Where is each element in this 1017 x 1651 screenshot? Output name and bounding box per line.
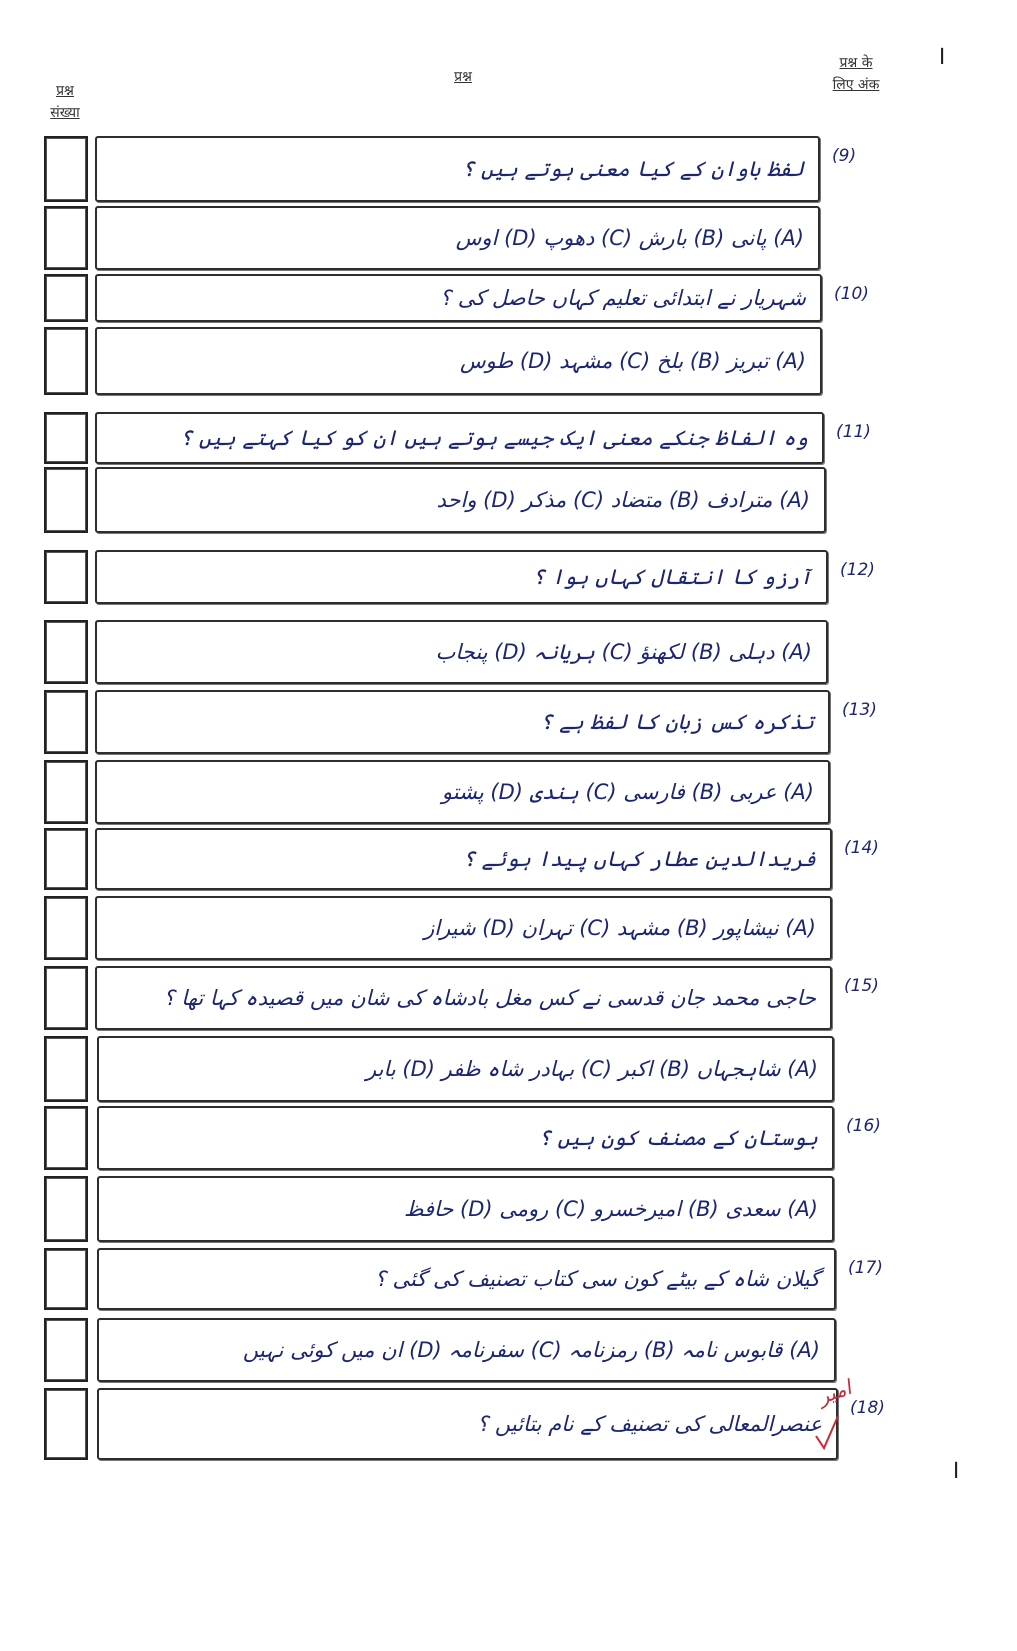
answer-box[interactable]: [44, 760, 88, 824]
question-row: [95, 966, 832, 1030]
options-text: (A) قابوس نامہ (B) رمزنامہ (C) سفرنامہ (D) ان میں کوئی نہیں: [242, 1338, 820, 1362]
question-number: (16): [846, 1116, 881, 1136]
question-row: [95, 274, 822, 322]
answer-box[interactable]: [44, 896, 88, 960]
question-text: حاجی محمد جان قدسی نے کس مغل بادشاہ کی شان میں قصیدہ کہا تھا ؟: [163, 986, 816, 1010]
header-question: प्रश्न: [454, 69, 472, 85]
question-text: عنصرالمعالی کی تصنیف کے نام بتائیں ؟: [477, 1412, 822, 1436]
page-mark-bottom: ।: [950, 1455, 960, 1485]
question-number: (17): [848, 1258, 883, 1278]
options-text: (A) شاہجہاں (B) اکبر (C) بہادر شاہ ظفر (D) بابر: [366, 1057, 818, 1081]
question-number: (9): [832, 146, 857, 166]
options-text: (A) تبریز (B) بلخ (C) مشہد (D) طوس: [460, 349, 806, 373]
question-number: (10): [834, 284, 869, 304]
answer-box[interactable]: [44, 412, 88, 464]
answer-box[interactable]: [44, 274, 88, 322]
options-row: [95, 327, 822, 395]
options-row: [97, 1318, 836, 1382]
options-text: (A) مترادف (B) متضاد (C) مذکر (D) واحد: [436, 488, 810, 512]
page-mark-top: ।: [936, 41, 946, 71]
question-number: (18): [850, 1398, 885, 1418]
question-text: شہریار نے ابتدائی تعلیم کہاں حاصل کی ؟: [439, 286, 806, 310]
question-text: تذکرہ کس زبان کا لفظ ہے ؟: [540, 710, 814, 734]
question-row: [95, 828, 832, 890]
options-row: [97, 1036, 834, 1102]
answer-box[interactable]: [44, 1106, 88, 1170]
examiner-mark: امیر: [814, 1375, 855, 1409]
question-text: گیلان شاہ کے بیٹے کون سی کتاب تصنیف کی گئی ؟: [374, 1267, 820, 1291]
answer-box[interactable]: [44, 550, 88, 604]
answer-box[interactable]: [44, 1248, 88, 1310]
answer-box[interactable]: [44, 206, 88, 270]
options-row: [95, 467, 826, 533]
answer-box[interactable]: [44, 1318, 88, 1382]
question-number: (11): [836, 422, 871, 442]
header-question-number-line1: प्रश्न: [56, 83, 74, 99]
question-row: [97, 1106, 834, 1170]
header-marks-line1: प्रश्न के: [839, 55, 873, 71]
question-number: (14): [844, 838, 879, 858]
answer-box[interactable]: [44, 966, 88, 1030]
header-question-number-line2: संख्या: [50, 105, 80, 121]
answer-box[interactable]: [44, 1176, 88, 1242]
question-text: بوستان کے مصنف کون ہیں ؟: [538, 1126, 818, 1150]
options-row: [97, 1176, 834, 1242]
answer-box[interactable]: [44, 467, 88, 533]
options-row: [95, 760, 830, 824]
answer-box[interactable]: [44, 1036, 88, 1102]
question-row: [95, 136, 820, 202]
answer-box[interactable]: [44, 828, 88, 890]
options-text: (A) نیشاپور (B) مشہد (C) تہران (D) شیراز: [424, 916, 816, 940]
header-marks-line2: लिए अंक: [832, 77, 880, 93]
options-text: (A) عربی (B) فارسی (C) ہندی (D) پشتو: [441, 780, 814, 804]
answer-box[interactable]: [44, 136, 88, 202]
question-row: [97, 1248, 836, 1310]
answer-box[interactable]: [44, 327, 88, 395]
question-row: [97, 1388, 838, 1460]
question-row: [95, 550, 828, 604]
question-text: فریدالدین عطار کہاں پیدا ہوئے ؟: [462, 847, 816, 871]
answer-box[interactable]: [44, 1388, 88, 1460]
options-text: (A) پانی (B) بارش (C) دھوپ (D) اوس: [455, 226, 804, 250]
question-row: [95, 412, 824, 464]
options-text: (A) سعدی (B) امیرخسرو (C) رومی (D) حافظ: [404, 1197, 818, 1221]
question-number: (15): [844, 976, 879, 996]
question-text: آرزو کا انتقال کہاں ہوا ؟: [532, 565, 812, 589]
question-number: (12): [840, 560, 875, 580]
options-text: (A) دہلی (B) لکھنؤ (C) ہریانہ (D) پنجاب: [435, 640, 812, 664]
options-row: [95, 896, 832, 960]
answer-box[interactable]: [44, 620, 88, 684]
question-number: (13): [842, 700, 877, 720]
question-text: لفظ باوان کے کیا معنی ہوتے ہیں ؟: [461, 157, 804, 181]
question-text: وہ الفاظ جنکے معنی ایک جیسے ہوتے ہیں ان کو کیا کہتے ہیں ؟: [179, 426, 808, 450]
tick-mark-icon: [812, 1412, 842, 1452]
question-row: [95, 690, 830, 754]
options-row: [95, 620, 828, 684]
options-row: [95, 206, 820, 270]
answer-box[interactable]: [44, 690, 88, 754]
